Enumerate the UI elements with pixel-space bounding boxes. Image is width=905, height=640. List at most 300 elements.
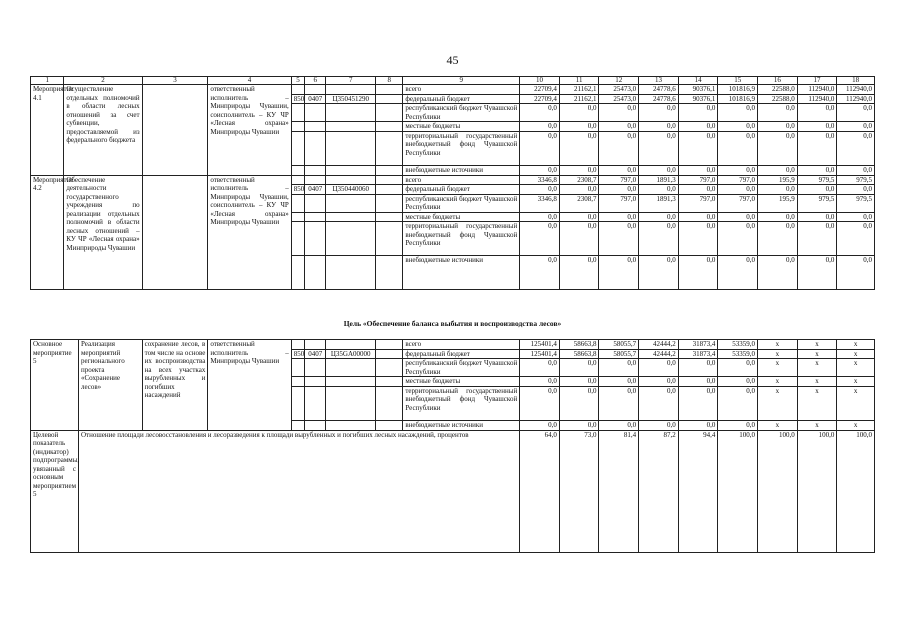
value-cell: 3346,8 [520, 194, 560, 212]
code-blank [326, 212, 376, 222]
value-cell: 0,0 [837, 212, 875, 222]
value-cell: 90376,1 [678, 85, 718, 95]
code-blank [305, 340, 326, 350]
table-row [31, 85, 875, 95]
code-blank [376, 131, 403, 165]
funding-source: внебюджетные источники [403, 420, 520, 430]
code-blank [376, 122, 403, 132]
value-cell: 0,0 [718, 256, 758, 290]
code-blank [291, 131, 305, 165]
header-cell: 18 [837, 77, 875, 85]
value-cell: 0,0 [678, 222, 718, 256]
value-cell: 101816,9 [718, 94, 758, 104]
funding-source: местные бюджеты [403, 377, 520, 387]
indicator-value: 81,4 [599, 430, 639, 552]
value-cell: 22588,0 [758, 94, 798, 104]
value-cell: x [758, 386, 798, 420]
header-cell: 3 [142, 77, 208, 85]
code-blank [326, 222, 376, 256]
code-grbs: 850 [291, 185, 305, 195]
indicator-value: 100,0 [758, 430, 798, 552]
value-cell: 25473,0 [599, 94, 639, 104]
value-cell: x [837, 377, 875, 387]
header-cell: 12 [599, 77, 639, 85]
value-cell: 797,0 [599, 194, 639, 212]
value-cell: 0,0 [599, 104, 639, 122]
value-cell: x [797, 349, 837, 359]
code-blank [305, 212, 326, 222]
header-cell: 14 [678, 77, 718, 85]
code-blank [291, 165, 305, 175]
code-blank [305, 122, 326, 132]
code-blank [326, 104, 376, 122]
code-blank [376, 420, 403, 430]
value-cell: 0,0 [797, 222, 837, 256]
value-cell: 0,0 [718, 386, 758, 420]
code-grbs: 850 [291, 349, 305, 359]
value-cell: 58055,7 [599, 340, 639, 350]
value-cell: 31873,4 [678, 349, 718, 359]
value-cell: 0,0 [599, 131, 639, 165]
value-cell: 112940,0 [837, 94, 875, 104]
goal-title: Цель «Обеспечение баланса выбытия и воспроизводства лесов» [343, 319, 562, 328]
value-cell: 0,0 [678, 256, 718, 290]
code-blank [305, 256, 326, 290]
value-cell: 31873,4 [678, 340, 718, 350]
header-row [31, 77, 875, 85]
code-section: 0407 [305, 349, 326, 359]
measure-goal [142, 85, 208, 176]
value-cell: 0,0 [520, 104, 560, 122]
value-cell: 90376,1 [678, 94, 718, 104]
measure-name: Мероприятие 4.2 [31, 175, 64, 290]
code-grbs: 850 [291, 94, 305, 104]
code-expense-type [376, 94, 403, 104]
header-cell: 13 [639, 77, 679, 85]
code-expense-type [376, 349, 403, 359]
funding-source: всего [403, 340, 520, 350]
value-cell: 797,0 [599, 175, 639, 185]
value-cell: 0,0 [837, 131, 875, 165]
value-cell: 979,5 [797, 175, 837, 185]
indicator-value: 64,0 [520, 430, 560, 552]
value-cell: 22709,4 [520, 85, 560, 95]
measure-executor: ответственный исполнитель – Минприроды Чувашии, соисполнитель – КУ ЧР «Лесная охрана» Минприроды Чувашии [208, 85, 291, 176]
value-cell: 0,0 [758, 122, 798, 132]
value-cell: 979,5 [797, 194, 837, 212]
value-cell: 0,0 [520, 377, 560, 387]
value-cell: 0,0 [599, 420, 639, 430]
indicator-value: 87,2 [639, 430, 679, 552]
budget-table-main-measure-5 [30, 339, 875, 553]
code-blank [376, 256, 403, 290]
value-cell: 0,0 [758, 131, 798, 165]
code-blank [326, 359, 376, 377]
value-cell: 0,0 [599, 359, 639, 377]
code-blank [291, 377, 305, 387]
funding-source: территориальный государственный внебюджетный фонд Чувашской Республики [403, 222, 520, 256]
value-cell: 58055,7 [599, 349, 639, 359]
header-cell: 5 [291, 77, 305, 85]
indicator-text: Отношение площади лесовосстановления и лесоразведения к площади вырубленных и погибших лесных насаждений, процентов [78, 430, 519, 552]
value-cell: 0,0 [559, 386, 599, 420]
code-blank [376, 85, 403, 95]
code-blank [291, 340, 305, 350]
funding-source: республиканский бюджет Чувашской Республики [403, 104, 520, 122]
value-cell: 112940,0 [797, 85, 837, 95]
code-blank [305, 131, 326, 165]
code-target-article: Ц35GA00000 [326, 349, 376, 359]
funding-source: республиканский бюджет Чувашской Республики [403, 359, 520, 377]
value-cell: 0,0 [559, 359, 599, 377]
code-section: 0407 [305, 185, 326, 195]
value-cell: 0,0 [559, 377, 599, 387]
code-blank [376, 340, 403, 350]
measure-description: Реализация мероприятий регионального проекта «Сохранение лесов» [78, 340, 142, 431]
value-cell: 797,0 [678, 175, 718, 185]
code-blank [305, 359, 326, 377]
indicator-name: Целевой показатель (индикатор) подпрограммы, увязанный с основным мероприятием 5 [31, 430, 79, 552]
value-cell: 22588,0 [758, 85, 798, 95]
code-blank [326, 340, 376, 350]
value-cell: x [797, 359, 837, 377]
value-cell: 0,0 [718, 131, 758, 165]
value-cell: x [837, 359, 875, 377]
value-cell: 0,0 [758, 222, 798, 256]
funding-source: территориальный государственный внебюджетный фонд Чувашской Республики [403, 386, 520, 420]
value-cell: 0,0 [718, 420, 758, 430]
indicator-value: 100,0 [837, 430, 875, 552]
value-cell: 0,0 [718, 359, 758, 377]
value-cell: 0,0 [559, 104, 599, 122]
value-cell: 0,0 [559, 185, 599, 195]
value-cell: 0,0 [797, 165, 837, 175]
value-cell: 0,0 [639, 131, 679, 165]
value-cell: 0,0 [599, 165, 639, 175]
value-cell: 797,0 [718, 194, 758, 212]
code-blank [291, 359, 305, 377]
code-blank [291, 122, 305, 132]
value-cell: 0,0 [797, 122, 837, 132]
value-cell: x [797, 340, 837, 350]
value-cell: 2308,7 [559, 175, 599, 185]
value-cell: 0,0 [718, 377, 758, 387]
code-blank [291, 386, 305, 420]
code-blank [376, 222, 403, 256]
funding-source: федеральный бюджет [403, 94, 520, 104]
value-cell: 0,0 [639, 104, 679, 122]
value-cell: x [758, 420, 798, 430]
value-cell: 125401,4 [520, 349, 560, 359]
value-cell: 22709,4 [520, 94, 560, 104]
code-blank [326, 194, 376, 212]
funding-source: местные бюджеты [403, 212, 520, 222]
code-blank [305, 165, 326, 175]
value-cell: 0,0 [639, 122, 679, 132]
code-blank [326, 165, 376, 175]
code-blank [291, 222, 305, 256]
value-cell: x [837, 349, 875, 359]
code-blank [305, 104, 326, 122]
value-cell: 0,0 [559, 256, 599, 290]
value-cell: 0,0 [639, 165, 679, 175]
code-blank [326, 175, 376, 185]
measure-goal [142, 175, 208, 290]
funding-source: федеральный бюджет [403, 349, 520, 359]
value-cell: 101816,9 [718, 85, 758, 95]
value-cell: 0,0 [639, 185, 679, 195]
code-blank [305, 386, 326, 420]
value-cell: 0,0 [599, 386, 639, 420]
budget-table-measures-4 [30, 76, 875, 290]
value-cell: 112940,0 [837, 85, 875, 95]
table-row [31, 340, 875, 350]
value-cell: 0,0 [758, 256, 798, 290]
value-cell: x [758, 349, 798, 359]
indicator-row [31, 430, 875, 552]
value-cell: 797,0 [718, 175, 758, 185]
code-blank [376, 165, 403, 175]
code-blank [326, 256, 376, 290]
header-cell: 11 [559, 77, 599, 85]
value-cell: 0,0 [520, 386, 560, 420]
value-cell: 0,0 [639, 386, 679, 420]
value-cell: 0,0 [678, 122, 718, 132]
value-cell: 0,0 [797, 256, 837, 290]
code-blank [291, 194, 305, 212]
value-cell: 0,0 [559, 131, 599, 165]
value-cell: 195,9 [758, 175, 798, 185]
value-cell: 0,0 [837, 256, 875, 290]
code-section: 0407 [305, 94, 326, 104]
code-blank [326, 122, 376, 132]
code-blank [326, 420, 376, 430]
funding-source: всего [403, 85, 520, 95]
value-cell: x [758, 359, 798, 377]
value-cell: 0,0 [520, 165, 560, 175]
code-blank [291, 175, 305, 185]
value-cell: 0,0 [599, 185, 639, 195]
value-cell: x [837, 386, 875, 420]
code-blank [376, 175, 403, 185]
value-cell: 0,0 [678, 212, 718, 222]
header-cell: 16 [758, 77, 798, 85]
funding-source: территориальный государственный внебюджетный фонд Чувашской Республики [403, 131, 520, 165]
value-cell: 979,5 [837, 194, 875, 212]
code-blank [326, 131, 376, 165]
value-cell: 0,0 [837, 185, 875, 195]
code-target-article: Ц350451290 [326, 94, 376, 104]
value-cell: 0,0 [718, 104, 758, 122]
code-blank [291, 256, 305, 290]
value-cell: 0,0 [599, 222, 639, 256]
measure-name: Мероприятие 4.1 [31, 85, 64, 176]
table-row [31, 175, 875, 185]
code-blank [291, 104, 305, 122]
header-cell: 8 [376, 77, 403, 85]
value-cell: 1891,3 [639, 175, 679, 185]
value-cell: 0,0 [758, 185, 798, 195]
value-cell: 0,0 [678, 420, 718, 430]
value-cell: 0,0 [718, 122, 758, 132]
value-cell: 0,0 [797, 131, 837, 165]
code-blank [376, 377, 403, 387]
code-blank [376, 386, 403, 420]
value-cell: 24778,6 [639, 85, 679, 95]
value-cell: 0,0 [599, 377, 639, 387]
value-cell: 53359,0 [718, 340, 758, 350]
value-cell: 797,0 [678, 194, 718, 212]
value-cell: 0,0 [559, 222, 599, 256]
value-cell: 195,9 [758, 194, 798, 212]
header-cell: 9 [403, 77, 520, 85]
code-blank [326, 85, 376, 95]
value-cell: 0,0 [718, 185, 758, 195]
value-cell: 21162,1 [559, 94, 599, 104]
value-cell: 0,0 [639, 222, 679, 256]
value-cell: 53359,0 [718, 349, 758, 359]
value-cell: 58663,8 [559, 340, 599, 350]
value-cell: 0,0 [678, 386, 718, 420]
value-cell: x [758, 340, 798, 350]
value-cell: 125401,4 [520, 340, 560, 350]
value-cell: 979,5 [837, 175, 875, 185]
indicator-value: 73,0 [559, 430, 599, 552]
measure-description: Обеспечение деятельности государственного учреждения по реализации отдельных полномочий в области лесных отношений – КУ ЧР «Лесная охрана» Минприроды Чувашии [64, 175, 142, 290]
value-cell: 3346,8 [520, 175, 560, 185]
funding-source: федеральный бюджет [403, 185, 520, 195]
code-blank [291, 212, 305, 222]
value-cell: 0,0 [837, 165, 875, 175]
header-cell: 6 [305, 77, 326, 85]
funding-source: всего [403, 175, 520, 185]
value-cell: 0,0 [758, 104, 798, 122]
measure-executor: ответственный исполнитель – Минприроды Чувашии [208, 340, 291, 431]
header-cell: 7 [326, 77, 376, 85]
value-cell: 58663,8 [559, 349, 599, 359]
value-cell: 0,0 [718, 212, 758, 222]
value-cell: 0,0 [639, 212, 679, 222]
code-blank [291, 420, 305, 430]
value-cell: 42444,2 [639, 349, 679, 359]
value-cell: 0,0 [718, 222, 758, 256]
code-blank [376, 359, 403, 377]
code-blank [326, 386, 376, 420]
header-cell: 1 [31, 77, 64, 85]
value-cell: 0,0 [837, 222, 875, 256]
value-cell: 0,0 [559, 165, 599, 175]
value-cell: 0,0 [837, 122, 875, 132]
value-cell: 0,0 [718, 165, 758, 175]
value-cell: 0,0 [678, 104, 718, 122]
header-cell: 17 [797, 77, 837, 85]
value-cell: 0,0 [599, 256, 639, 290]
measure-name: Основное мероприятие 5 [31, 340, 79, 431]
code-blank [326, 377, 376, 387]
value-cell: x [758, 377, 798, 387]
value-cell: 0,0 [639, 377, 679, 387]
code-blank [291, 85, 305, 95]
value-cell: 0,0 [520, 420, 560, 430]
value-cell: 0,0 [837, 104, 875, 122]
value-cell: 25473,0 [599, 85, 639, 95]
value-cell: 21162,1 [559, 85, 599, 95]
value-cell: 2308,7 [559, 194, 599, 212]
value-cell: 0,0 [520, 359, 560, 377]
funding-source: республиканский бюджет Чувашской Республики [403, 194, 520, 212]
value-cell: 0,0 [639, 256, 679, 290]
funding-source: внебюджетные источники [403, 165, 520, 175]
value-cell: x [837, 340, 875, 350]
value-cell: 0,0 [678, 185, 718, 195]
value-cell: x [837, 420, 875, 430]
header-cell: 4 [208, 77, 291, 85]
value-cell: 0,0 [797, 185, 837, 195]
value-cell: 24778,6 [639, 94, 679, 104]
value-cell: 0,0 [520, 185, 560, 195]
value-cell: x [797, 386, 837, 420]
value-cell: 0,0 [758, 165, 798, 175]
measure-goal: сохранение лесов, в том числе на основе их воспроизводства на всех участках вырубленных и погибших насаждений [142, 340, 208, 431]
value-cell: 42444,2 [639, 340, 679, 350]
code-blank [376, 104, 403, 122]
code-blank [376, 194, 403, 212]
measure-executor: ответственный исполнитель – Минприроды Чувашии, соисполнитель – КУ ЧР «Лесная охрана» Минприроды Чувашии [208, 175, 291, 290]
indicator-value: 100,0 [718, 430, 758, 552]
value-cell: 0,0 [520, 122, 560, 132]
value-cell: 0,0 [678, 359, 718, 377]
code-blank [305, 175, 326, 185]
value-cell: 0,0 [797, 104, 837, 122]
value-cell: x [797, 377, 837, 387]
code-blank [376, 212, 403, 222]
value-cell: 0,0 [559, 122, 599, 132]
value-cell: 0,0 [520, 212, 560, 222]
indicator-value: 94,4 [678, 430, 718, 552]
code-blank [305, 85, 326, 95]
code-target-article: Ц350440060 [326, 185, 376, 195]
value-cell: 0,0 [639, 359, 679, 377]
value-cell: 0,0 [678, 165, 718, 175]
code-blank [305, 377, 326, 387]
funding-source: местные бюджеты [403, 122, 520, 132]
code-blank [305, 222, 326, 256]
value-cell: 0,0 [599, 122, 639, 132]
value-cell: x [797, 420, 837, 430]
code-blank [305, 420, 326, 430]
value-cell: 0,0 [678, 131, 718, 165]
value-cell: 0,0 [599, 212, 639, 222]
value-cell: 1891,3 [639, 194, 679, 212]
value-cell: 0,0 [520, 222, 560, 256]
value-cell: 0,0 [520, 256, 560, 290]
page-number: 45 [446, 53, 459, 67]
header-cell: 10 [520, 77, 560, 85]
code-expense-type [376, 185, 403, 195]
value-cell: 0,0 [520, 131, 560, 165]
measure-description: Осуществление отдельных полномочий в области лесных отношений за счет субвенции, предоставляемой из федерального бюджета [64, 85, 142, 176]
funding-source: внебюджетные источники [403, 256, 520, 290]
value-cell: 112940,0 [797, 94, 837, 104]
value-cell: 0,0 [797, 212, 837, 222]
code-blank [305, 194, 326, 212]
value-cell: 0,0 [678, 377, 718, 387]
value-cell: 0,0 [639, 420, 679, 430]
header-cell: 2 [64, 77, 142, 85]
indicator-value: 100,0 [797, 430, 837, 552]
value-cell: 0,0 [559, 212, 599, 222]
header-cell: 15 [718, 77, 758, 85]
